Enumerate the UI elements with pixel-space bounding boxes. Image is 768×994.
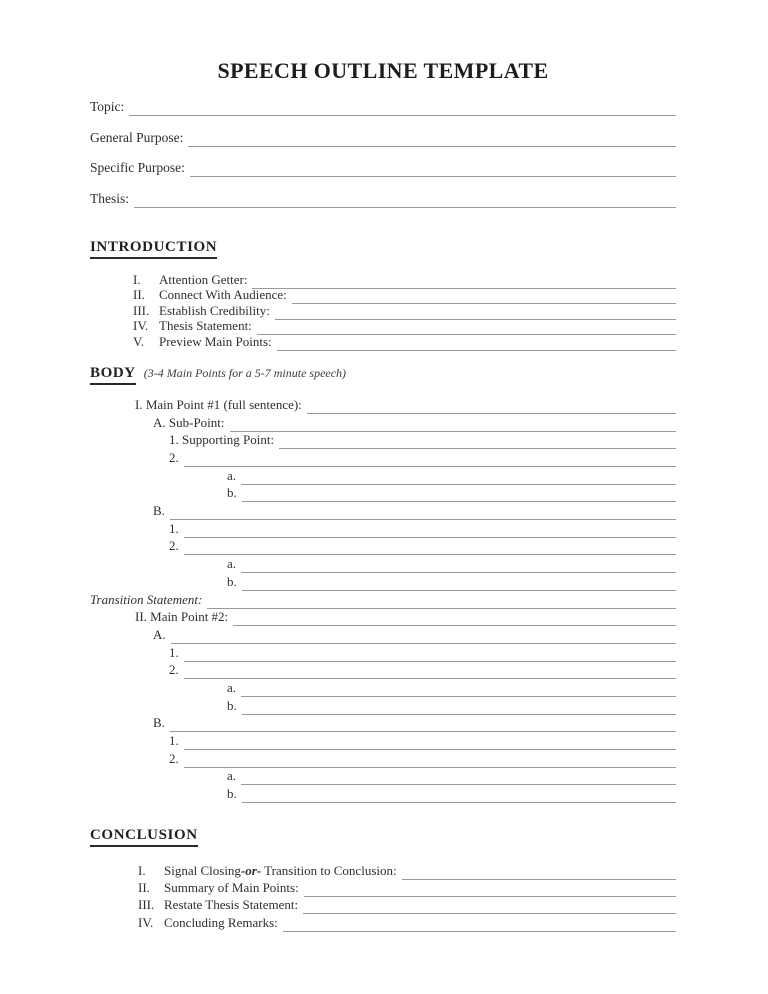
outline-row-transition-statement (90, 592, 676, 610)
outline-row-sub-point-b (90, 503, 676, 521)
outline-row-blank-line (242, 698, 676, 715)
introduction-section (90, 238, 676, 349)
outline-row-main-point-1 (90, 397, 676, 415)
outline-row-label: 1. (169, 644, 179, 660)
outline-row-blank-line (241, 768, 676, 785)
outline-row-supporting-point-1 (90, 645, 676, 663)
conclusion-item-numeral: III. (138, 897, 155, 913)
outline-row-label: 2. (169, 450, 179, 466)
outline-row-blank-line (184, 751, 676, 768)
outline-row-detail-a (90, 556, 676, 574)
outline-row-detail-a (90, 468, 676, 486)
outline-row-label: b. (227, 786, 237, 802)
conclusion-item-numeral: IV. (138, 914, 154, 930)
intro-item-numeral: V. (133, 333, 144, 349)
intro-item-numeral: I. (133, 272, 141, 287)
conclusion-item-numeral: II. (138, 880, 150, 896)
outline-row-blank-line (184, 662, 676, 679)
outline-row-blank-line (184, 521, 676, 538)
introduction-list (90, 272, 676, 349)
conclusion-section (90, 826, 676, 932)
outline-row-detail-a (90, 768, 676, 786)
outline-row-label: A. Sub-Point: (153, 414, 225, 430)
outline-row-label: a. (227, 679, 237, 695)
intro-item-establish-credibility (90, 303, 676, 318)
intro-item-preview-main-points (90, 334, 676, 349)
outline-row-label: 2. (169, 538, 179, 554)
outline-row-label: B. (153, 715, 165, 731)
outline-row-supporting-point-1 (90, 733, 676, 751)
outline-row-sub-point-a (90, 415, 676, 433)
outline-row-blank-line (241, 680, 676, 697)
outline-row-blank-line (242, 786, 676, 803)
intro-item-attention-getter (90, 272, 676, 287)
conclusion-item-summary-main-points (90, 880, 676, 897)
field-specific-purpose (90, 160, 676, 191)
intro-item-connect-audience (90, 287, 676, 302)
conclusion-item-label: Summary of Main Points: (164, 880, 299, 896)
intro-item-label: Connect With Audience: (159, 287, 287, 303)
outline-row-label: 2. (169, 662, 179, 678)
outline-row-detail-b (90, 485, 676, 503)
outline-row-detail-b (90, 574, 676, 592)
page-title: SPEECH OUTLINE TEMPLATE (217, 58, 549, 83)
outline-row-label: b. (227, 573, 237, 589)
outline-row-main-point-2 (90, 609, 676, 627)
conclusion-heading: CONCLUSION (90, 827, 198, 847)
intro-item-label: Thesis Statement: (159, 318, 252, 334)
field-thesis-blank-line (134, 191, 676, 208)
outline-row-detail-b (90, 786, 676, 804)
conclusion-item-blank-line (283, 915, 676, 932)
outline-row-blank-line (242, 485, 676, 502)
body-outline (90, 397, 676, 804)
conclusion-item-numeral: I. (138, 862, 146, 878)
outline-row-label: A. (153, 626, 166, 642)
conclusion-item-label-pre: Signal Closing (164, 862, 241, 878)
outline-row-label: 2. (169, 750, 179, 766)
intro-item-numeral: II. (133, 287, 145, 303)
outline-row-blank-line (279, 432, 676, 449)
conclusion-item-blank-line (402, 863, 676, 880)
outline-row-label: b. (227, 697, 237, 713)
body-heading-note: (3-4 Main Points for a 5-7 minute speech) (143, 365, 347, 380)
field-topic (90, 99, 676, 130)
intro-item-label: Attention Getter: (159, 272, 248, 287)
introduction-heading: INTRODUCTION (90, 239, 217, 259)
intro-item-numeral: III. (133, 302, 150, 318)
outline-row-detail-b (90, 698, 676, 716)
outline-row-label: II. Main Point #2: (135, 609, 229, 625)
outline-row-detail-a (90, 680, 676, 698)
intro-item-blank-line (277, 334, 676, 351)
conclusion-item-label-post: Transition to Conclusion: (261, 862, 397, 878)
outline-row-supporting-point-2 (90, 662, 676, 680)
outline-row-label: B. (153, 503, 165, 519)
outline-row-blank-line (170, 503, 676, 520)
outline-row-blank-line (307, 397, 676, 414)
outline-row-label: Transition Statement: (90, 591, 203, 607)
outline-row-label: 1. Supporting Point: (169, 432, 275, 448)
conclusion-item-concluding-remarks (90, 915, 676, 932)
outline-row-sub-point-b (90, 715, 676, 733)
outline-row-label: a. (227, 467, 237, 483)
outline-row-label: a. (227, 768, 237, 784)
field-general-purpose (90, 130, 676, 161)
conclusion-item-signal-closing (90, 863, 676, 880)
outline-row-label: 1. (169, 520, 179, 536)
outline-row-blank-line (230, 415, 676, 432)
outline-row-label: a. (227, 556, 237, 572)
outline-row-supporting-point-2 (90, 538, 676, 556)
field-thesis (90, 191, 676, 222)
conclusion-item-blank-line (303, 897, 676, 914)
top-fields-section (90, 99, 676, 221)
outline-row-blank-line (184, 733, 676, 750)
outline-row-blank-line (242, 574, 676, 591)
outline-row-supporting-point-1 (90, 432, 676, 450)
intro-item-label: Preview Main Points: (159, 333, 272, 349)
outline-row-blank-line (170, 715, 676, 732)
intro-item-numeral: IV. (133, 318, 149, 334)
outline-row-blank-line (241, 556, 676, 573)
outline-row-blank-line (184, 645, 676, 662)
outline-row-blank-line (207, 592, 676, 609)
outline-row-blank-line (233, 609, 676, 626)
body-heading: BODY (90, 365, 136, 385)
outline-row-label: I. Main Point #1 (full sentence): (135, 396, 302, 412)
conclusion-item-label: Concluding Remarks: (164, 914, 278, 930)
field-topic-blank-line (129, 99, 676, 116)
conclusion-item-label-or: -or- (240, 862, 262, 878)
field-specific-purpose-blank-line (190, 160, 676, 177)
conclusion-item-restate-thesis (90, 897, 676, 914)
outline-row-blank-line (241, 468, 676, 485)
outline-row-blank-line (184, 538, 676, 555)
intro-item-label: Establish Credibility: (159, 302, 270, 318)
field-thesis-label: Thesis: (90, 190, 129, 206)
outline-row-label: b. (227, 485, 237, 501)
outline-row-label: 1. (169, 733, 179, 749)
intro-item-thesis-statement (90, 318, 676, 333)
outline-row-supporting-point-1 (90, 521, 676, 539)
field-specific-purpose-label: Specific Purpose: (90, 160, 185, 175)
conclusion-item-blank-line (304, 880, 676, 897)
outline-row-supporting-point-2 (90, 751, 676, 769)
outline-row-blank-line (171, 627, 676, 644)
outline-row-sub-point-a (90, 627, 676, 645)
conclusion-list (90, 863, 676, 932)
field-general-purpose-label: General Purpose: (90, 129, 184, 145)
body-section (90, 365, 676, 804)
field-topic-label: Topic: (90, 99, 125, 114)
outline-row-blank-line (184, 450, 676, 467)
outline-row-supporting-point-2 (90, 450, 676, 468)
conclusion-item-label: Restate Thesis Statement: (164, 897, 299, 913)
field-general-purpose-blank-line (188, 130, 676, 147)
